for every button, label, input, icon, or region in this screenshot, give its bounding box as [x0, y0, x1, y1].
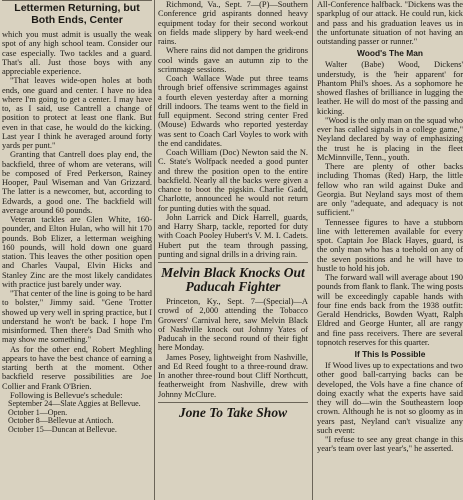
article-column-right: [317, 0, 463, 500]
paragraph: "I refuse to see any great change in this year's team over last year's," he asserted.: [317, 435, 463, 454]
subhead-if-this-is-possible: If This Is Possible: [354, 349, 426, 359]
schedule-item: September 24—Slate Aggies at Bellevue.: [8, 399, 141, 408]
paragraph: There are plenty of other backs including Thomas (Red) Harp, the little fellow who ran wild against Duke and Georgia. But Neyland says most of them are only "adequate, and adequacy is not sufficient.": [317, 162, 463, 218]
headline-jone: Jone To Take Show: [158, 402, 308, 420]
column-rule-left: [154, 0, 155, 500]
paragraph: As for the other end, Robert Meghling appears to have the best chance of earning a starting berth at the moment. Other backfield reserve possibilities are Joe Collier and Frank O'Brien.: [2, 344, 152, 391]
schedule-item: October 8—Bellevue at Antioch.: [8, 416, 114, 426]
paragraph: Walter (Babe) Wood, Dickens' understudy, is the 'heir apparent' for Phantom Phil's shoes. As a sophomore he showed flashes of brilliance in lugging the leather. He will do most of the passing and kicking.: [317, 60, 463, 116]
paragraph: Princeton, Ky., Sept. 7—(Special)—A crowd of 2,000 attending the Tobacco Growers' Carnival here, saw Melvin Black of Nashville knock out Johnny Yates of Paducah in the second round of their fight here Monday.: [158, 297, 308, 353]
article-column-middle: [158, 0, 308, 500]
paragraph: "That leaves wide-open holes at both ends, one guard and center. I have no idea where I'm going to get a center. I may have to, as I said, use Cantrell a change of position to protect at least one flank. But even in that case, he would do the kicking. Last year I think he averaged around forty yards per punt.": [2, 76, 152, 150]
paragraph: Tennessee figures to have a stubborn line with letteremen available for every spot. Captain Joe Black Hayes, guard, is the only man who has a toehold on any of the seven positions and he will have to hustle to hold his job.: [317, 217, 463, 273]
article-column-left: [0, 0, 152, 500]
schedule-item: October 1—Open.: [8, 407, 68, 417]
paragraph: If Wood lives up to expectations and two other good ball-carrying backs can be developed, the Vols have a fine chance of doing exactly what the experts have said they will do—win the Southeastern loop crown. Although he is not so gloomy as in years past, Neyland can't visualize any such event:: [317, 361, 463, 435]
paragraph: "Wood is the only man on the squad who ever has called signals in a college game," Neyland declared by way of emphasizing the trust he is placing in the fleet McMinnville, Tenn., youth.: [317, 115, 463, 162]
headline-melvin-black: Melvin Black Knocks Out Paducah Fighter: [158, 262, 308, 294]
paragraph: Where rains did not dampen the gridirons cool winds gave an autumn zip to the scrimmage sessions.: [158, 46, 308, 74]
paragraph: The forward wall will average about 190 pounds from flank to flank. The wing posts will be exceedingly capable hands with four fine ends back from the 1938 outfit: Gerald Hendricks, Bowden Wyatt, Ralph Eldred and George Hunter, all are rangy and fine pass receivers. There are several topnotch reserves for this quarter.: [317, 273, 463, 347]
paragraph: "That center of the line is going to be hard to bolster," Jimmy said. "Gene Trotter showed up very well in spring practice, but I understand he won't be back. I hope I'm misinformed. Then there's Dad Smith who may show me something.": [2, 289, 152, 345]
paragraph: Coach Wallace Wade put three teams through brief offensive scrimmages against a fourth eleven yesterday after a morning drill indoors. The teams went to the field in full equipment. Second string center Fred (Mouse) Edwards who reported yesterday was sent to Coach Carl Voyles to work with the end candidates.: [158, 74, 308, 148]
paragraph: Veteran tackles are Glen White, 160-pounder, and Elton Hulan, who will hit 170 pounds. Bob Elizer, a letterman weighing 160 pounds, will hold down one guard station. This leaves the other position open and Charles Vaupal, Elvin Hicks and Stanley Zinc are the most likely candidates with practice just barely under way.: [2, 215, 152, 289]
paragraph: which you must admit is usually the weak spot of any high school team. Consider our case especially. Two tackles and a guard. That's all. Just those boys with any appreciable experience.: [2, 30, 152, 76]
paragraph: James Posey, lightweight from Nashville, and Ed Reed fought to a three-round draw. In another three-round bout Cliff Northcutt, featherweight from Nashville, drew with Johnny McClure.: [158, 352, 308, 399]
paragraph: Coach William (Doc) Newton said the N. C. State's Wolfpack needed a good punter and threw the position open to the entire backfield. Nearly all the backs were given a chance to boot the pigskin. Charlie Gadd, Charlotte, announced he would not return for punting duties with the squad.: [158, 148, 308, 213]
paragraph: All-Conference halfback. "Dickens was the sparkplug of our attack. He could run, kick and pass and his graduation leaves us in the unfortunate situation of not having an outstanding passer or runner.": [317, 0, 463, 46]
headline-lettermen: Lettermen Returning, but Both Ends, Center: [2, 0, 152, 26]
paragraph: Granting that Cantrell does play end, the backfield, three of whom are veterans, will be composed of Fred Perkerson, Rainey Hooper, Paul Wiseman and Van Grizzard. The latter is a newcomer, but, according to Edwards, a good one. The backfield will average around 60 pounds.: [2, 150, 152, 215]
schedule-item: October 15—Duncan at Bellevue.: [8, 424, 117, 434]
paragraph: Richmond, Va., Sept. 7—(P)—Southern Conference grid aspirants donned heavy equipment today for their second workout on fields made slippery by hard week-end rains.: [158, 0, 308, 46]
paragraph: John Larrick and Dick Harrell, guards, and Harry Sharp, tackle, reported for duty with Coach Pooley Hubert's V. M. I. Cadets. Hubert put the team through passing, punting and signal drills in a driving rain.: [158, 212, 308, 259]
column-rule-right: [312, 0, 313, 500]
paragraph: Following is Bellevue's schedule:: [10, 390, 123, 400]
subhead-woods-the-man: Wood's The Man: [356, 48, 424, 59]
